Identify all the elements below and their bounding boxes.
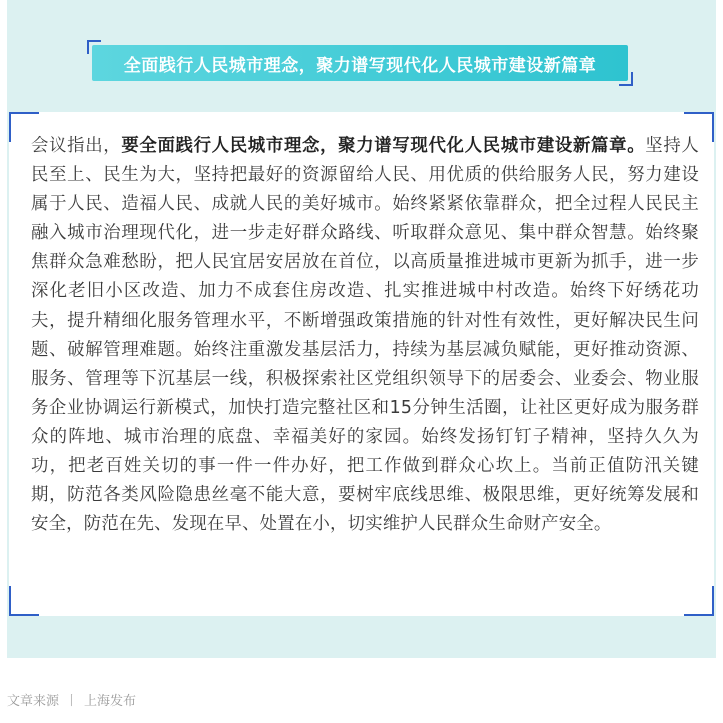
- source-separator: 丨: [65, 694, 79, 709]
- paragraph-intro: 会议指出，: [31, 136, 122, 156]
- paragraph-body: 坚持人民至上、民生为大，坚持把最好的资源留给人民、用优质的供给服务人民，努力建设属于人民、造福人民、成就人民的美好城市。始终紧紧依靠群众，把全过程人民民主融入城市治理现代化，进一步走好群众路线、听取群众意见、集中群众智慧。始终聚焦群众急难愁盼，把人民宜居安居放在首位，以高质量推进城市更新为抓手，进一步深化老旧小区改造、加力不成套住房改造、扎实推进城中村改造。始终下好绣花功夫，提升精细化服务管理水平，不断增强政策措施的针对性有效性，更好解决民生问题、破解管理难题。始终注重激发基层活力，持续为基层减负赋能，更好推动资源、服务、管理等下沉基层一线，积极探索社区党组织领导下的居委会、业委会、物业服务企业协调运行新模式，加快打造完整社区和15分钟生活圈，让社区更好成为服务群众的阵地、城市治理的底盘、幸福美好的家园。始终发扬钉钉子精神，坚持久久为功，把老百姓关切的事一件一件办好，把工作做到群众心坎上。当前正值防汛关键期，防范各类风险隐患丝毫不能大意，要树牢底线思维、极限思维，更好统筹发展和安全，防范在先、发现在早、处置在小，切实维护人民群众生命财产安全。: [31, 136, 699, 535]
- paragraph-lead-bold: 要全面践行人民城市理念，聚力谱写现代化人民城市建设新篇章。: [121, 136, 646, 156]
- card-corner-bottom-left: [9, 586, 39, 616]
- section-title: 全面践行人民城市理念，聚力谱写现代化人民城市建设新篇章: [92, 45, 628, 81]
- title-banner: [87, 40, 633, 86]
- article-paragraph: [31, 132, 699, 539]
- card-corner-bottom-right: [684, 586, 714, 616]
- article-source: [7, 690, 136, 709]
- source-label: 文章来源: [7, 694, 60, 709]
- text-card: [9, 112, 714, 616]
- title-corner-bottom-right: [619, 72, 633, 86]
- source-name: 上海发布: [84, 694, 137, 709]
